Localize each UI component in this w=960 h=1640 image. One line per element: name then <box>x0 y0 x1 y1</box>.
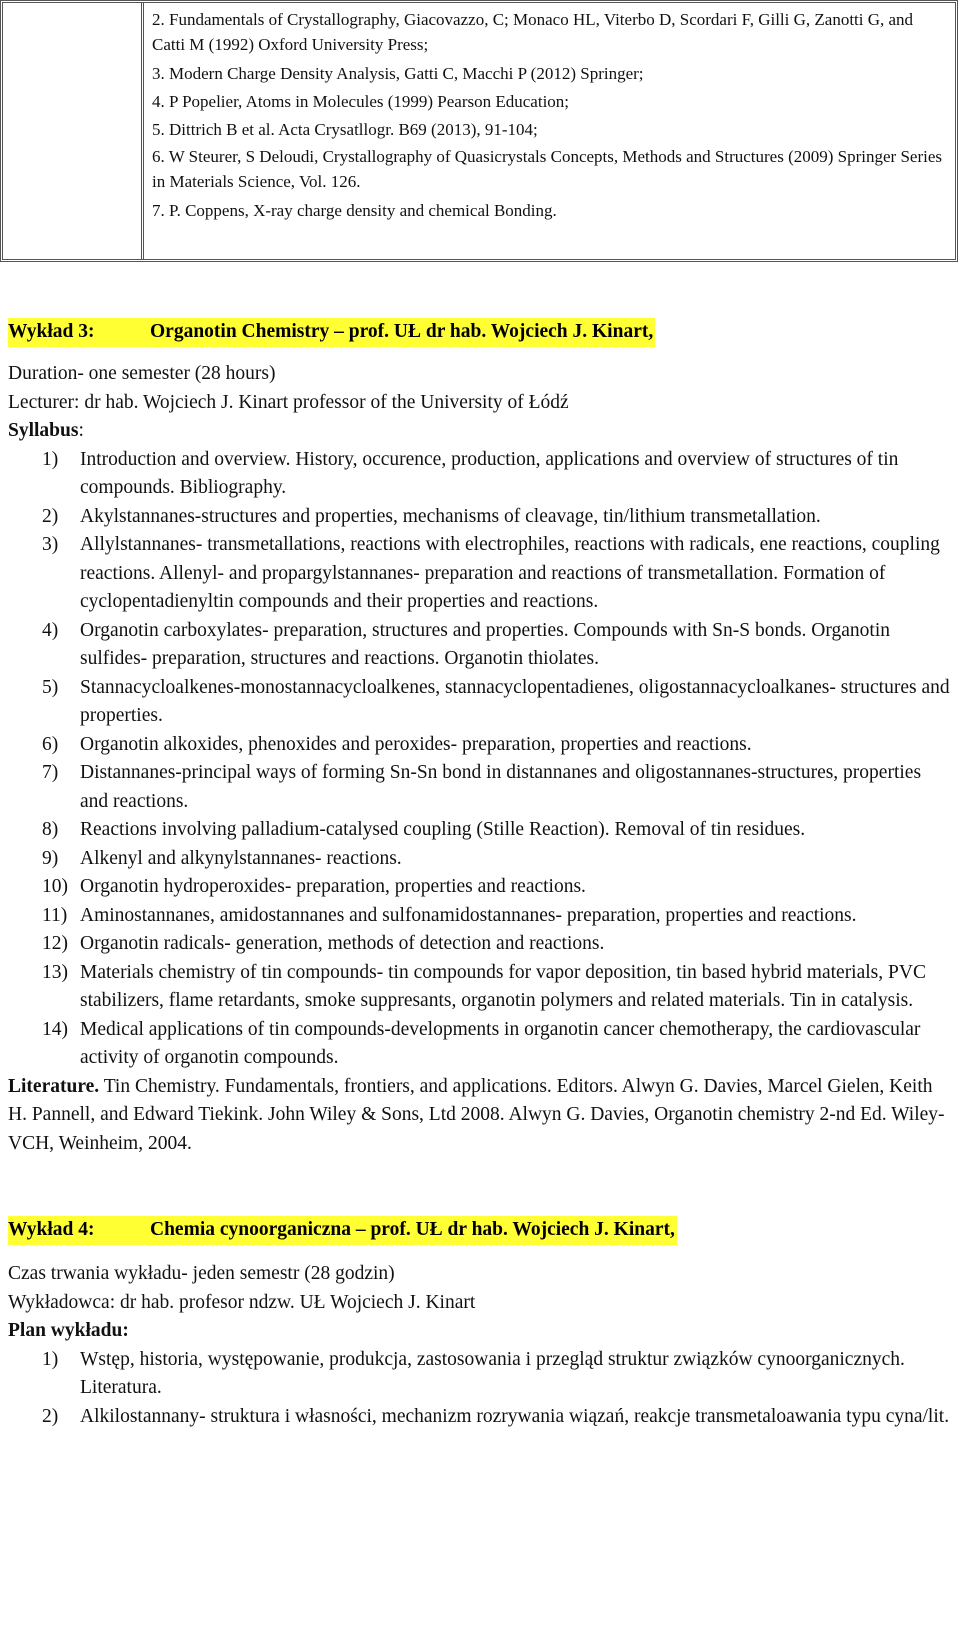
list-item: 14) Medical applications of tin compounds-developments in organotin cancer chemotherapy, the cardiovascular activity of organotin compounds. <box>42 1018 921 1068</box>
lecture4-duration: Czas trwania wykładu- jeden semestr (28 godzin) <box>8 1263 395 1284</box>
list-item: 2) Alkilostannany- struktura i własności, mechanizm rozrywania wiązań, reakcje transmetaloawania typu cyna/lit. <box>42 1405 950 1427</box>
list-item: 3) Allylstannanes- transmetallations, reactions with electrophiles, reactions with radicals, ene reactions, coupling reactions. Allenyl- and propargylstannanes- preparation and reactions of transmetallation. Formation of cyclopentadienyltin compounds and their properties and reactions. <box>42 534 940 612</box>
reference-item: 4. P Popelier, Atoms in Molecules (1999) Pearson Education; <box>152 92 570 111</box>
list-item: 4) Organotin carboxylates- preparation, structures and properties. Compounds with Sn-S bonds. Organotin sulfides- preparation, structures and reactions. Organotin thiolates. <box>42 619 891 669</box>
list-item: 1) Introduction and overview. History, occurence, production, applications and overview of structures of tin compounds. Bibliography. <box>42 448 899 498</box>
references-table <box>0 0 958 262</box>
lecture3-highlighted-heading <box>8 318 655 347</box>
list-item: 9) Alkenyl and alkynylstannanes- reactions. <box>42 847 402 869</box>
lecture4-title: Chemia cynoorganiczna – prof. UŁ dr hab. Wojciech J. Kinart, <box>150 1219 675 1240</box>
references-list <box>144 3 955 259</box>
reference-item: 5. Dittrich B et al. Acta Crysatllogr. B69 (2013), 91-104; <box>152 120 538 139</box>
lecture4-tag: Wykład 4: <box>8 1219 95 1240</box>
list-item: 12) Organotin radicals- generation, methods of detection and reactions. <box>42 933 605 954</box>
list-item: 1) Wstęp, historia, występowanie, produkcja, zastosowania i przegląd struktur związków cynoorganicznych. Literatura. <box>42 1348 905 1398</box>
lecture4-plan-label: Plan wykładu: <box>8 1320 129 1341</box>
list-item: 11) Aminostannanes, amidostannanes and sulfonamidostannanes- preparation, properties and reactions. <box>42 904 857 926</box>
list-item: 8) Reactions involving palladium-catalysed coupling (Stille Reaction). Removal of tin residues. <box>42 819 806 840</box>
list-item: 2) Akylstannanes-structures and properties, mechanisms of cleavage, tin/lithium transmetallation. <box>42 505 821 527</box>
lecture4-heading <box>8 1216 953 1246</box>
references-table-empty-cell <box>6 3 144 259</box>
list-item: 13) Materials chemistry of tin compounds- tin compounds for vapor deposition, tin based hybrid materials, PVC stabilizers, flame retardants, smoke suppresants, organotin polymers and related materials. Tin in catalysis. <box>42 961 926 1011</box>
lecture4-highlighted-heading <box>8 1216 677 1245</box>
literature-label: Literature. <box>8 1075 100 1097</box>
lecture3-lecturer: Lecturer: dr hab. Wojciech J. Kinart professor of the University of Łódź <box>8 391 569 413</box>
list-item: 7) Distannanes-principal ways of forming Sn-Sn bond in distannanes and oligostannanes-structures, properties and reactions. <box>42 762 922 812</box>
literature-text: Tin Chemistry. Fundamentals, frontiers, and applications. Editors. Alwyn G. Davies, Marcel Gielen, Keith H. Pannell, and Edward Tiekink. John Wiley & Sons, Ltd 2008. Alwyn G. Davies, Organotin chemistry 2-nd Ed. Wiley-VCH, Weinheim, 2004. <box>8 1075 945 1154</box>
lecture3-title: Organotin Chemistry – prof. UŁ dr hab. Wojciech J. Kinart, <box>150 321 654 342</box>
reference-item: 6. W Steurer, S Deloudi, Crystallography of Quasicrystals Concepts, Methods and Structures (2009) Springer Series in Materials Science, Vol. 126. <box>152 147 943 191</box>
lecture4-lecturer: Wykładowca: dr hab. profesor ndzw. UŁ Wojciech J. Kinart <box>8 1291 476 1313</box>
lecture3-literature <box>8 1073 953 1159</box>
lecture3-duration: Duration- one semester (28 hours) <box>8 363 276 384</box>
list-item: 5) Stannacycloalkenes-monostannacycloalkenes, stannacyclopentadienes, oligostannacycloalkanes- structures and properties. <box>42 676 950 726</box>
lecture3-syllabus-list <box>8 446 953 1073</box>
lecture3-tag: Wykład 3: <box>8 321 95 342</box>
list-item: 6) Organotin alkoxides, phenoxides and peroxides- preparation, properties and reactions. <box>42 733 752 755</box>
lecture3-heading <box>8 318 953 348</box>
lecture-content <box>8 318 953 1431</box>
reference-item: 2. Fundamentals of Crystallography, Giacovazzo, C; Monaco HL, Viterbo D, Scordari F, Gilli G, Zanotti G, and Catti M (1992) Oxford University Press; <box>152 10 914 54</box>
lecture3-syllabus-label: Syllabus: <box>8 420 84 441</box>
lecture4-plan-list <box>8 1346 953 1432</box>
reference-item: 7. P. Coppens, X-ray charge density and chemical Bonding. <box>152 201 557 220</box>
reference-item: 3. Modern Charge Density Analysis, Gatti C, Macchi P (2012) Springer; <box>152 64 644 83</box>
list-item: 10) Organotin hydroperoxides- preparation, properties and reactions. <box>42 876 586 897</box>
